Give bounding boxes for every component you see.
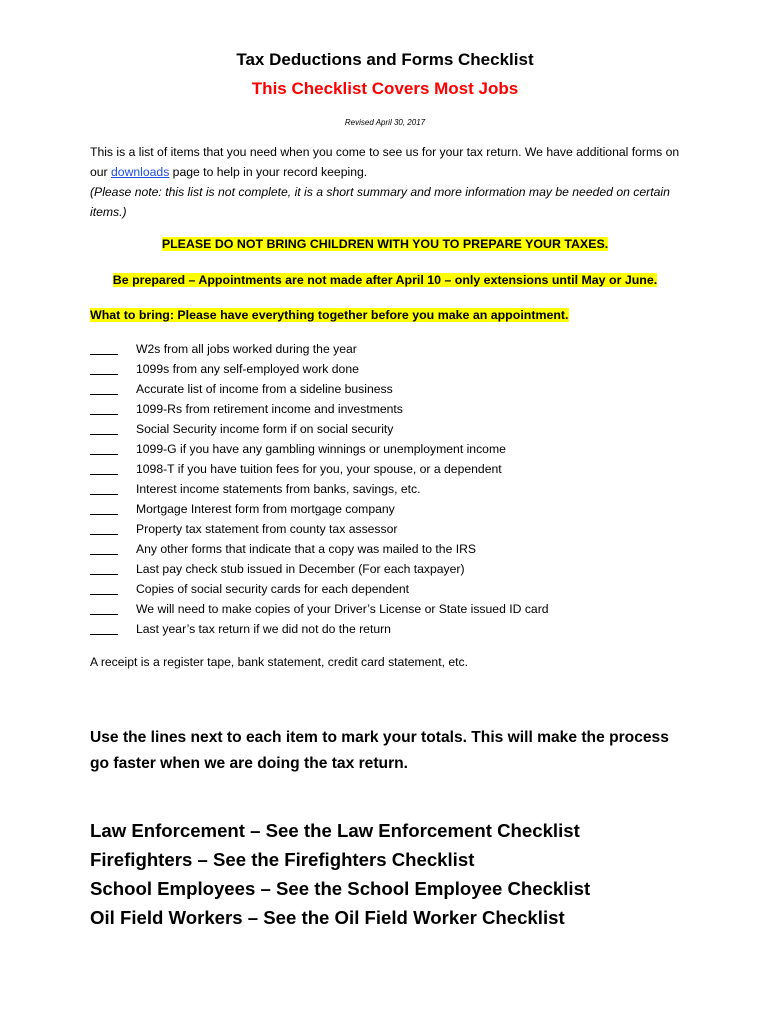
prepared-notice — [0, 271, 770, 289]
checklist-item-label: We will need to make copies of your Driver’s License or State issued ID card — [136, 602, 549, 616]
checklist-item — [90, 520, 690, 540]
checkbox-line[interactable] — [90, 560, 118, 575]
downloads-link[interactable]: downloads — [111, 165, 170, 179]
checklist-item — [90, 340, 690, 360]
checkbox-line[interactable] — [90, 360, 118, 375]
checklist-item — [90, 480, 690, 500]
page-subtitle: This Checklist Covers Most Jobs — [251, 79, 519, 98]
prepared-notice-text: Be prepared – Appointments are not made after April 10 – only extensions until May or June. — [112, 273, 658, 287]
checkbox-line[interactable] — [90, 480, 118, 495]
other-checklists — [90, 816, 730, 932]
checklist-item — [90, 420, 690, 440]
checklist-item — [90, 600, 690, 620]
checkbox-line[interactable] — [90, 440, 118, 455]
intro-note: (Please note: this list is not complete, it is a short summary and more information may be needed on certain items.) — [90, 185, 670, 219]
checklist-item-label: Social Security income form if on social security — [136, 422, 394, 436]
checkbox-line[interactable] — [90, 600, 118, 615]
what-to-bring-text: What to bring: Please have everything together before you make an appointment. — [90, 308, 569, 322]
other-checklist-reference: Law Enforcement – See the Law Enforcement Checklist — [90, 820, 580, 841]
other-checklist-reference: Oil Field Workers – See the Oil Field Worker Checklist — [90, 907, 565, 928]
instructions: Use the lines next to each item to mark your totals. This will make the process go faster when we are doing the tax return. — [90, 729, 669, 772]
checklist-item-label: Interest income statements from banks, savings, etc. — [136, 482, 421, 496]
checklist-item — [90, 500, 690, 520]
checklist-item — [90, 360, 690, 380]
revised-date: Revised April 30, 2017 — [344, 118, 426, 127]
checklist-item-label: Mortgage Interest form from mortgage company — [136, 502, 395, 516]
checklist-item-label: 1099s from any self-employed work done — [136, 362, 359, 376]
checkbox-line[interactable] — [90, 340, 118, 355]
checkbox-line[interactable] — [90, 420, 118, 435]
checklist-item-label: 1098-T if you have tuition fees for you, your spouse, or a dependent — [136, 462, 502, 476]
checklist — [90, 340, 690, 640]
receipt-note: A receipt is a register tape, bank statement, credit card statement, etc. — [90, 655, 468, 669]
checkbox-line[interactable] — [90, 460, 118, 475]
checkbox-line[interactable] — [90, 540, 118, 555]
checkbox-line[interactable] — [90, 580, 118, 595]
checklist-item — [90, 620, 690, 640]
checklist-item — [90, 440, 690, 460]
checklist-item — [90, 460, 690, 480]
intro-text: This is a list of items that you need when you come to see us for your tax return. We have additional forms on our — [90, 145, 680, 179]
checklist-item — [90, 380, 690, 400]
checklist-item — [90, 560, 690, 580]
checkbox-line[interactable] — [90, 620, 118, 635]
what-to-bring-heading — [90, 306, 569, 324]
checkbox-line[interactable] — [90, 520, 118, 535]
intro-paragraph — [90, 142, 680, 222]
other-checklist-reference: Firefighters – See the Firefighters Checklist — [90, 849, 475, 870]
checklist-item-label: Accurate list of income from a sideline business — [136, 382, 393, 396]
checklist-item-label: Property tax statement from county tax assessor — [136, 522, 398, 536]
checkbox-line[interactable] — [90, 500, 118, 515]
checklist-item-label: Any other forms that indicate that a copy was mailed to the IRS — [136, 542, 477, 556]
intro-text-end: page to help in your record keeping. — [169, 165, 368, 179]
checklist-item — [90, 580, 690, 600]
checklist-item-label: Last pay check stub issued in December (For each taxpayer) — [136, 562, 465, 576]
children-notice — [0, 235, 770, 253]
other-checklist-reference: School Employees – See the School Employee Checklist — [90, 878, 591, 899]
checkbox-line[interactable] — [90, 380, 118, 395]
checklist-item-label: 1099-G if you have any gambling winnings or unemployment income — [136, 442, 506, 456]
checklist-item-label: W2s from all jobs worked during the year — [136, 342, 357, 356]
checkbox-line[interactable] — [90, 400, 118, 415]
children-notice-text: PLEASE DO NOT BRING CHILDREN WITH YOU TO PREPARE YOUR TAXES. — [161, 237, 609, 251]
checklist-item-label: Last year’s tax return if we did not do the return — [136, 622, 391, 636]
checklist-item-label: Copies of social security cards for each dependent — [136, 582, 410, 596]
checklist-item — [90, 540, 690, 560]
checklist-item-label: 1099-Rs from retirement income and investments — [136, 402, 403, 416]
page-title: Tax Deductions and Forms Checklist — [236, 50, 534, 69]
checklist-item — [90, 400, 690, 420]
